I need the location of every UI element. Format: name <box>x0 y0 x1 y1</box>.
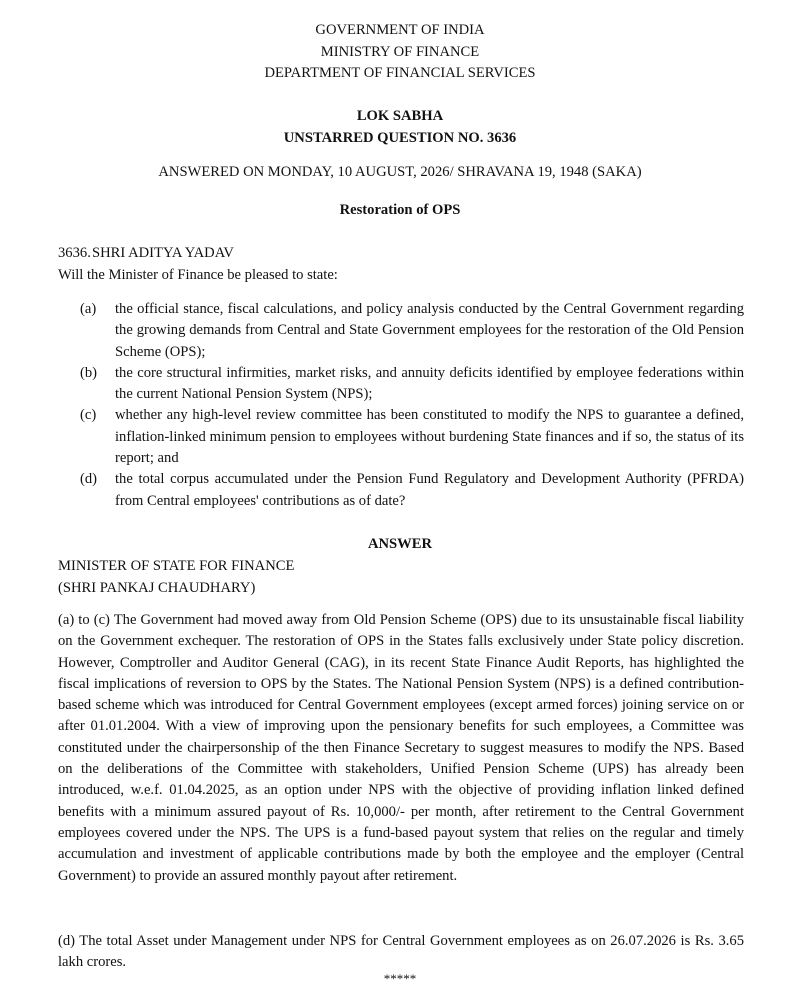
minister-name: (SHRI PANKAJ CHAUDHARY) <box>58 579 256 596</box>
item-marker: (a) <box>80 301 97 317</box>
question-item-d <box>80 469 744 512</box>
question-head <box>58 243 234 263</box>
government-header <box>0 20 800 85</box>
item-text: the core structural infirmities, market risks, and annuity deficits identified by employee federations within the current National Pension System (NPS); <box>115 364 744 403</box>
header-department: DEPARTMENT OF FINANCIAL SERVICES <box>264 65 536 81</box>
end-mark: ***** <box>383 971 417 986</box>
question-list <box>80 299 744 512</box>
question-intro: Will the Minister of Finance be pleased to state: <box>58 267 338 283</box>
item-text: the total corpus accumulated under the Pension Fund Regulatory and Development Authority (PFRDA) from Central employees' contributions as of date? <box>115 471 744 509</box>
answered-on-line: ANSWERED ON MONDAY, 10 AUGUST, 2026/ SHRAVANA 19, 1948 (SAKA) <box>158 164 642 180</box>
answer-paragraph-a-to-c: (a) to (c) The Government had moved away from Old Pension Scheme (OPS) due to its unsustainable fiscal liability on the Government exchequer. The restoration of OPS in the States falls exclusively under State policy discretion. However, Comptroller and Auditor General (CAG), in its recent State Finance Audit Reports, has highlighted the fiscal implications of reversion to OPS by the States. The National Pension System (NPS) is a defined contribution-based scheme which was introduced for Central Government employees (except armed forces) joining service on or after 01.01.2004. With a view of improving upon the pensionary benefits for such employees, a Committee was constituted under the chairpersonship of the then Finance Secretary to suggest measures to modify the NPS. Based on the deliberations of the Committee with stakeholders, Unified Pension Scheme (UPS) has already been introduced, w.e.f. 01.04.2025, as an option under NPS with the objective of providing inflation linked defined benefits with a minimum assured payout of Rs. 10,000/- per month, after retirement to the Central Government employees covered under the NPS. The UPS is a fund-based payout system that relies on the regular and timely accumulation and investment of applicable contributions made by both the employee and the employer (Central Government) to provide an assured monthly payout after retirement. <box>58 612 744 884</box>
header-government: GOVERNMENT OF INDIA <box>315 22 485 38</box>
question-item-c <box>80 405 744 469</box>
answer-paragraph-d: (d) The total Asset under Management under NPS for Central Government employees as on 26.07.2026 is Rs. 3.65 lakh crores. <box>58 933 744 971</box>
subject-title: Restoration of OPS <box>339 202 461 218</box>
item-text: the official stance, fiscal calculations, and policy analysis conducted by the Central Government regarding the growing demands from Central and State Government employees for the restoration of the Old Pension Scheme (OPS); <box>115 301 744 360</box>
house-block <box>0 106 800 149</box>
item-marker: (d) <box>80 471 98 488</box>
item-marker: (c) <box>80 407 97 424</box>
question-label: UNSTARRED QUESTION NO. 3636 <box>283 129 517 146</box>
item-text: whether any high-level review committee has been constituted to modify the NPS to guarantee a defined, inflation-linked minimum pension to employees without burdening State finances and if so, the status of its report; and <box>115 407 744 467</box>
header-ministry: MINISTRY OF FINANCE <box>320 43 480 60</box>
answer-heading: ANSWER <box>367 536 433 552</box>
minister-title: MINISTER OF STATE FOR FINANCE <box>58 558 295 574</box>
minister-block <box>58 556 294 599</box>
house-name: LOK SABHA <box>356 108 444 124</box>
member-name: SHRI ADITYA YADAV <box>92 245 234 261</box>
question-item-a <box>80 299 744 363</box>
question-item-b <box>80 363 744 406</box>
item-marker: (b) <box>80 364 98 381</box>
question-number: 3636. <box>58 245 91 261</box>
